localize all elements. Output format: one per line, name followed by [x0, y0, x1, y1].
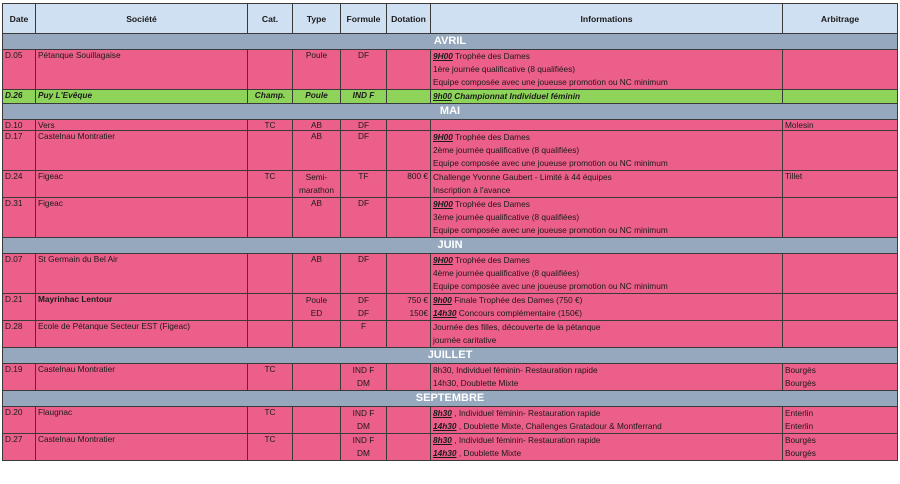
- date-cell: D.20: [3, 407, 36, 434]
- date-cell: D.24: [3, 171, 36, 198]
- cat-cell: TC: [248, 407, 293, 434]
- type-line: Semi-: [305, 172, 328, 182]
- arbitrage-line: Bourgès: [785, 435, 816, 445]
- info-text: Trophée des Dames: [452, 132, 530, 142]
- info-line: [433, 447, 780, 460]
- formule-line: DF: [357, 295, 370, 305]
- info-cell: [431, 294, 783, 321]
- table-row-highlight: [3, 90, 898, 104]
- arbitrage-cell: Tillet: [783, 171, 898, 198]
- table-row: [3, 321, 898, 348]
- cat-cell: [248, 50, 293, 90]
- arbitrage-line: Enterlin: [785, 421, 814, 431]
- cat-cell: [248, 254, 293, 294]
- formule-cell: DF: [341, 198, 387, 238]
- time-label: 9H00: [433, 199, 453, 209]
- table-row: [3, 50, 898, 90]
- type-line: Poule: [305, 295, 328, 305]
- table-row: [3, 407, 898, 434]
- table-row: [3, 254, 898, 294]
- formule-cell: F: [341, 321, 387, 348]
- type-line: ED: [310, 308, 323, 318]
- societe-cell: Castelnau Montratier: [36, 434, 248, 461]
- date-cell: D.19: [3, 364, 36, 391]
- month-row: [3, 104, 898, 120]
- time-label: 9H00: [433, 255, 453, 265]
- info-cell: [431, 198, 783, 238]
- table-row: [3, 364, 898, 391]
- info-cell: [431, 120, 783, 131]
- month-mai: MAI: [3, 104, 898, 120]
- arbitrage-cell: [783, 131, 898, 171]
- cat-cell: TC: [248, 364, 293, 391]
- formule-cell: [341, 294, 387, 321]
- header-row: [3, 4, 898, 34]
- type-cell: AB: [293, 120, 341, 131]
- info-line: Equipe composée avec une joueuse promotion ou NC minimum: [433, 77, 668, 87]
- info-text: Trophée des Dames: [452, 199, 530, 209]
- arbitrage-cell: [783, 321, 898, 348]
- info-line: 1ère journée qualificative (8 qualifiées): [433, 64, 576, 74]
- cat-cell: TC: [248, 434, 293, 461]
- type-cell: [293, 171, 341, 198]
- date-cell: D.26: [3, 90, 36, 104]
- formule-cell: DF: [341, 131, 387, 171]
- info-cell: [431, 407, 783, 434]
- arbitrage-cell: [783, 364, 898, 391]
- type-cell: [293, 364, 341, 391]
- cat-cell: Champ.: [248, 90, 293, 104]
- date-cell: D.28: [3, 321, 36, 348]
- time-label: 14h30: [433, 421, 457, 431]
- arbitrage-line: Bourgès: [785, 365, 816, 375]
- header-societe: Société: [36, 4, 248, 34]
- month-row: [3, 34, 898, 50]
- info-line: [433, 90, 780, 103]
- info-line: Journée des filles, découverte de la pétanque: [433, 322, 601, 332]
- info-line: 14h30, Doublette Mixte: [433, 378, 519, 388]
- info-cell: [431, 254, 783, 294]
- cat-cell: TC: [248, 171, 293, 198]
- arbitrage-cell: [783, 50, 898, 90]
- time-label: 8h30: [433, 408, 452, 418]
- dotation-cell: [387, 131, 431, 171]
- type-line: marathon: [298, 185, 335, 195]
- month-row: [3, 238, 898, 254]
- dotation-line: 150€: [409, 308, 428, 318]
- info-cell: [431, 364, 783, 391]
- formule-cell: [341, 407, 387, 434]
- dotation-cell: 800 €: [387, 171, 431, 198]
- societe-cell: Pétanque Souillagaise: [36, 50, 248, 90]
- time-label: 8h30: [433, 435, 452, 445]
- header-formule: Formule: [341, 4, 387, 34]
- dotation-cell: [387, 120, 431, 131]
- info-text: , Individuel féminin- Restauration rapide: [451, 408, 601, 418]
- type-cell: [293, 294, 341, 321]
- info-cell: [431, 131, 783, 171]
- header-arbitrage: Arbitrage: [783, 4, 898, 34]
- header-dotation: Dotation: [387, 4, 431, 34]
- arbitrage-cell: [783, 90, 898, 104]
- info-line: [433, 407, 780, 420]
- arbitrage-line: Bourgès: [785, 378, 816, 388]
- societe-cell: Mayrinhac Lentour: [36, 294, 248, 321]
- info-line: [433, 434, 780, 447]
- info-text: Trophée des Dames: [452, 255, 530, 265]
- formule-cell: [341, 434, 387, 461]
- formule-cell: [341, 364, 387, 391]
- cat-cell: [248, 198, 293, 238]
- info-cell: [431, 90, 783, 104]
- societe-cell: Vers: [36, 120, 248, 131]
- formule-cell: DF: [341, 50, 387, 90]
- cat-cell: [248, 131, 293, 171]
- table-row: [3, 171, 898, 198]
- table-row: [3, 434, 898, 461]
- societe-cell: St Germain du Bel Air: [36, 254, 248, 294]
- info-line: [433, 294, 780, 307]
- time-label: 14h30: [433, 308, 457, 318]
- info-line: Equipe composée avec une joueuse promotion ou NC minimum: [433, 281, 668, 291]
- info-text: , Individuel féminin- Restauration rapide: [451, 435, 601, 445]
- type-cell: Poule: [293, 50, 341, 90]
- formule-line: DF: [357, 308, 370, 318]
- formule-line: IND F: [352, 365, 375, 375]
- month-juillet: JUILLET: [3, 348, 898, 364]
- arbitrage-cell: [783, 407, 898, 434]
- table-row: [3, 120, 898, 131]
- dotation-cell: [387, 434, 431, 461]
- arbitrage-line: Bourgès: [785, 448, 816, 458]
- time-label: 9H00: [433, 51, 453, 61]
- dotation-cell: [387, 50, 431, 90]
- time-label: 9h00: [433, 295, 452, 305]
- info-line: Equipe composée avec une joueuse promotion ou NC minimum: [433, 225, 668, 235]
- date-cell: D.10: [3, 120, 36, 131]
- info-text: , Doublette Mixte, Challenges Gratadour & Montferrand: [456, 421, 662, 431]
- dotation-cell: [387, 321, 431, 348]
- info-text: , Doublette Mixte: [456, 448, 522, 458]
- info-text: Finale Trophée des Dames (750 €): [451, 295, 583, 305]
- date-cell: D.07: [3, 254, 36, 294]
- header-cat: Cat.: [248, 4, 293, 34]
- formule-line: DM: [357, 448, 370, 458]
- date-cell: D.17: [3, 131, 36, 171]
- info-cell: [431, 50, 783, 90]
- time-label: 9H00: [433, 132, 453, 142]
- info-text: Trophée des Dames: [452, 51, 530, 61]
- formule-line: DM: [357, 378, 370, 388]
- type-cell: AB: [293, 254, 341, 294]
- month-juin: JUIN: [3, 238, 898, 254]
- info-cell: [431, 434, 783, 461]
- table-row: [3, 294, 898, 321]
- info-line: Challenge Yvonne Gaubert - Limité à 44 équipes: [433, 172, 612, 182]
- info-line: 8h30, Individuel féminin- Restauration rapide: [433, 365, 598, 375]
- month-septembre: SEPTEMBRE: [3, 391, 898, 407]
- arbitrage-cell: Molesin: [783, 120, 898, 131]
- info-line: [433, 131, 780, 144]
- info-line: Inscription à l'avance: [433, 185, 511, 195]
- info-cell: [431, 171, 783, 198]
- header-informations: Informations: [431, 4, 783, 34]
- type-cell: AB: [293, 198, 341, 238]
- info-line: Equipe composée avec une joueuse promotion ou NC minimum: [433, 158, 668, 168]
- info-line: [433, 420, 780, 433]
- arbitrage-cell: [783, 254, 898, 294]
- calendar-table: [2, 3, 898, 461]
- info-line: [433, 254, 780, 267]
- dotation-cell: [387, 90, 431, 104]
- formule-line: IND F: [352, 408, 375, 418]
- type-cell: [293, 407, 341, 434]
- societe-cell: Ecole de Pétanque Secteur EST (Figeac): [36, 321, 248, 348]
- header-date: Date: [3, 4, 36, 34]
- dotation-cell: [387, 407, 431, 434]
- type-cell: [293, 434, 341, 461]
- type-cell: [293, 321, 341, 348]
- formule-cell: TF: [341, 171, 387, 198]
- cat-cell: [248, 294, 293, 321]
- time-label: 9h00: [433, 91, 452, 101]
- table-row: [3, 131, 898, 171]
- societe-cell: Flaugnac: [36, 407, 248, 434]
- formule-cell: IND F: [341, 90, 387, 104]
- arbitrage-cell: [783, 198, 898, 238]
- formule-line: IND F: [352, 435, 375, 445]
- month-row: [3, 348, 898, 364]
- month-avril: AVRIL: [3, 34, 898, 50]
- dotation-cell: [387, 364, 431, 391]
- type-cell: Poule: [293, 90, 341, 104]
- formule-line: DM: [357, 421, 370, 431]
- arbitrage-line: Enterlin: [785, 408, 814, 418]
- info-line: [433, 307, 780, 320]
- societe-cell: Figeac: [36, 198, 248, 238]
- date-cell: D.21: [3, 294, 36, 321]
- societe-cell: Castelnau Montratier: [36, 364, 248, 391]
- dotation-line: 750 €: [407, 295, 428, 305]
- info-line: [433, 198, 780, 211]
- info-line: 3ème journée qualificative (8 qualifiées): [433, 212, 580, 222]
- date-cell: D.05: [3, 50, 36, 90]
- formule-cell: DF: [341, 254, 387, 294]
- info-line: 4ème journée qualificative (8 qualifiées): [433, 268, 580, 278]
- table-row: [3, 198, 898, 238]
- societe-cell: Puy L'Evêque: [36, 90, 248, 104]
- arbitrage-cell: [783, 434, 898, 461]
- date-cell: D.31: [3, 198, 36, 238]
- formule-cell: DF: [341, 120, 387, 131]
- info-text: Concours complémentaire (150€): [456, 308, 582, 318]
- month-row: [3, 391, 898, 407]
- dotation-cell: [387, 294, 431, 321]
- societe-cell: Figeac: [36, 171, 248, 198]
- dotation-cell: [387, 198, 431, 238]
- cat-cell: TC: [248, 120, 293, 131]
- cat-cell: [248, 321, 293, 348]
- info-line: [433, 50, 780, 63]
- arbitrage-cell: [783, 294, 898, 321]
- header-type: Type: [293, 4, 341, 34]
- info-line: journée caritative: [433, 335, 497, 345]
- societe-cell: Castelnau Montratier: [36, 131, 248, 171]
- type-cell: AB: [293, 131, 341, 171]
- date-cell: D.27: [3, 434, 36, 461]
- time-label: 14h30: [433, 448, 457, 458]
- dotation-cell: [387, 254, 431, 294]
- info-cell: [431, 321, 783, 348]
- info-line: 2ème journée qualificative (8 qualifiées): [433, 145, 580, 155]
- info-text: Championnat Individuel féminin: [451, 91, 581, 101]
